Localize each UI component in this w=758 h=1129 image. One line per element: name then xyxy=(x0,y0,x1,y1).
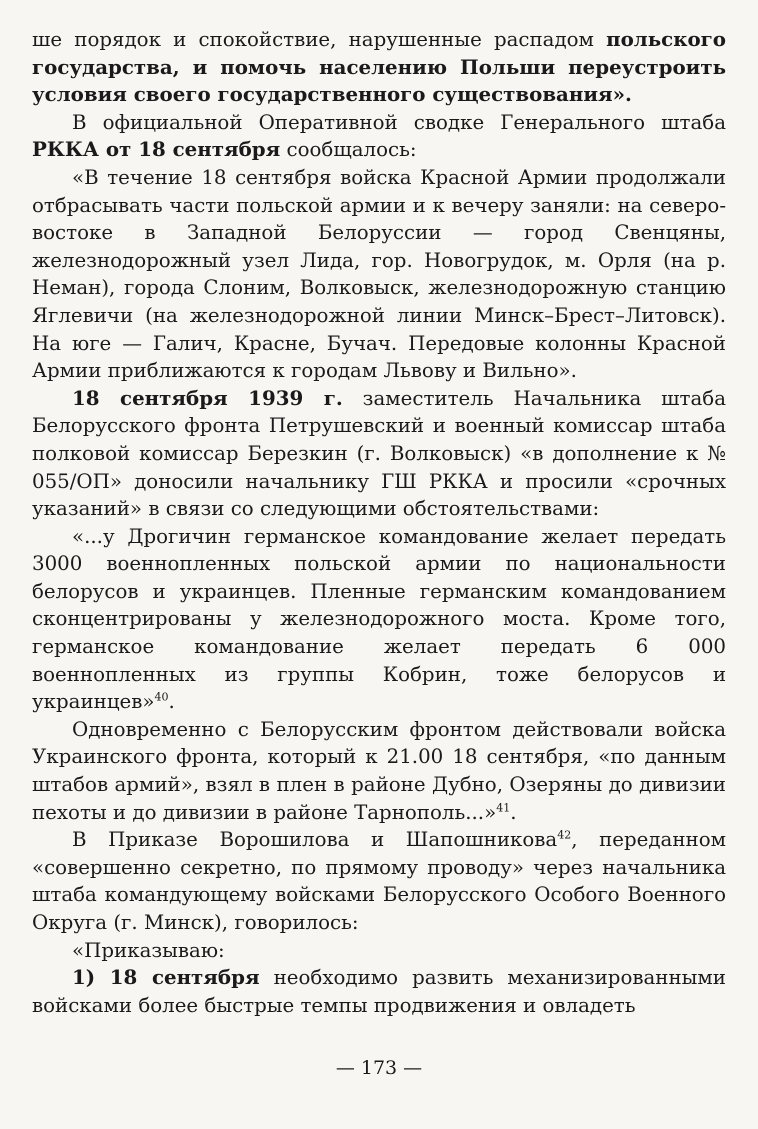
quote-red-army-advance: «В течение 18 сентября войска Красной Армии продолжали отбрасывать части польской армии и к вечеру заняли: на северо-востоке в Западной Белоруссии — город Свенцяны, железнодорожный узел Лида, гор. Новогрудок, м. Орля (на р. Неман), города Слоним, Волковыск, железнодорожную станцию Яглевичи (на железнодорожной линии Минск–Брест–Литовск). На юге — Галич, Красне, Бучач. Передовые колонны Красной Армии приближаются к городам Львову и Вильно». xyxy=(32,165,726,383)
paragraph-belorussian-front-report: 18 сентября 1939 г. заместитель Начальника штаба Белорусского фронта Петрушевский и военный комиссар штаба полковой комиссар Березкин (г. Волковыск) «в дополнение к № 055/ОП» доносили начальнику ГШ РККА и просили «срочных указаний» в связи со следующими обстоятельствами: xyxy=(32,385,726,521)
footnote-marker: 42 xyxy=(557,828,572,842)
page-body xyxy=(32,26,726,1019)
quote-order-opening: «Приказываю: xyxy=(72,938,225,962)
paragraph-voroshilov-order: В Приказе Ворошилова и Шапошникова$^{42}$, переданном «совершенно секретно, по прямому проводу» через начальника штаба командующему войсками Белорусского Особого Военного Округа (г. Минск), говорилось: xyxy=(32,828,726,934)
paragraph-continuation: ше порядок и спокойствие, нарушенные распадом польского государства, и помочь населению Польши переустроить условия своего государственного существования». xyxy=(32,27,726,107)
footnote-marker: 41 xyxy=(496,801,511,815)
page-number: — 173 — xyxy=(335,1057,423,1079)
paragraph-operational-summary: В официальной Оперативной сводке Генерального штаба РККА от 18 сентября сообщалось: xyxy=(32,110,726,162)
footnote-marker: 40 xyxy=(154,690,169,704)
paragraph-ukrainian-front: Одновременно с Белорусским фронтом действовали войска Украинского фронта, который к 21.00 18 сентября, «по данным штабов армий», взял в плен в районе Дубно, Озеряны до дивизии пехоты и до дивизии в районе Тарнополь...»$^{41}$. xyxy=(32,717,726,824)
order-item-1: 1) 18 сентября необходимо развить механизированными войсками более быстрые темпы продвижения и овладеть xyxy=(32,965,726,1017)
quote-prisoners-transfer: «...у Дрогичин германское командование желает передать 3000 военнопленных польской армии по национальности белорусов и украинцев. Пленные германским командованием сконцентрированы у железнодорожного моста. Кроме того, германское командование желает передать 6 000 военнопленных из группы Кобрин, тоже белорусов и украинцев»$^{40}$. xyxy=(32,524,726,714)
